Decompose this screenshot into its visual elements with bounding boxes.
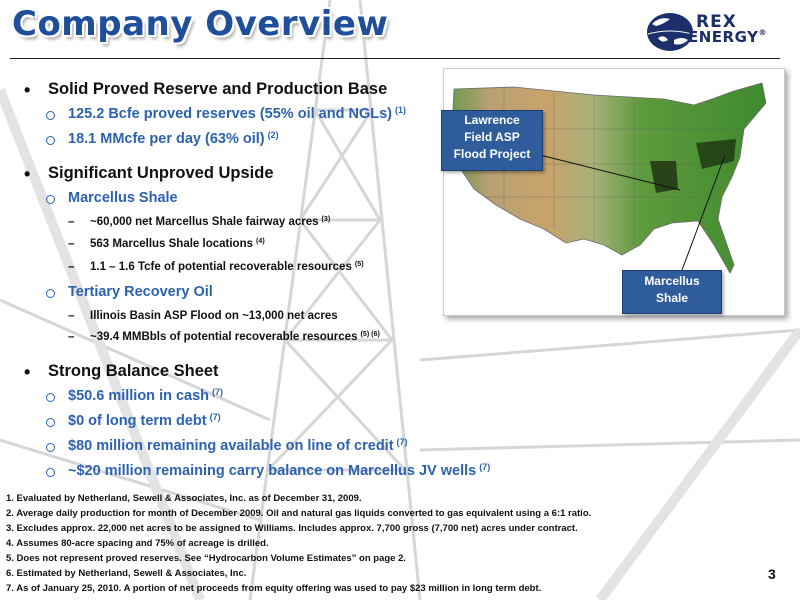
bullet-dot-icon: • <box>24 362 31 382</box>
hollow-circle-icon <box>46 289 55 298</box>
hollow-circle-icon <box>46 111 55 120</box>
bullet-text: 125.2 Bcfe proved reserves (55% oil and NGLs) $^{(1)}$ <box>68 105 406 122</box>
dash-icon: – <box>68 310 75 322</box>
rex-energy-logo <box>644 6 794 56</box>
us-relief-map-graphic <box>444 69 784 315</box>
footnote: 2. Average daily production for month of December 2009. Oil and natural gas liquids converted to gas equivalent using a 6:1 ratio. <box>6 508 592 519</box>
bullet-text: Marcellus Shale <box>68 190 178 206</box>
bullet-text: 563 Marcellus Shale locations $^{(4)}$ <box>90 237 265 250</box>
bullet-text: 18.1 MMcfe per day (63% oil) $^{(2)}$ <box>68 130 279 147</box>
dash-icon: – <box>68 216 75 228</box>
bullet-text: Strong Balance Sheet <box>48 362 219 380</box>
bullet-text: Solid Proved Reserve and Production Base <box>48 80 388 98</box>
page-title: Company Overview <box>12 4 389 44</box>
hollow-circle-icon <box>46 393 55 402</box>
dash-icon: – <box>68 331 75 343</box>
bullet-text: ~60,000 net Marcellus Shale fairway acres $^{(3)}$ <box>90 215 331 228</box>
bullet-text: ~39.4 MMBbls of potential recoverable resources $^{(5) (6)}$ <box>90 330 380 343</box>
footnote: 4. Assumes 80-acre spacing and 75% of acreage is drilled. <box>6 538 269 549</box>
hollow-circle-icon <box>46 443 55 452</box>
title-underline <box>10 58 780 59</box>
callout-line: Shale <box>655 291 688 305</box>
registered-mark: ® <box>758 28 767 37</box>
bullet-text: Tertiary Recovery Oil <box>68 284 213 300</box>
bullet-text: ~$20 million remaining carry balance on Marcellus JV wells $^{(7)}$ <box>68 462 491 479</box>
dash-icon: – <box>68 261 75 273</box>
callout-line: Field ASP <box>464 130 520 144</box>
hollow-circle-icon <box>46 418 55 427</box>
callout-lawrence-field <box>441 110 543 171</box>
footnote: 7. As of January 25, 2010. A portion of net proceeds from equity offering was used to pay $23 million in long term debt. <box>6 583 542 594</box>
bullet-text: $80 million remaining available on line of credit $^{(7)}$ <box>68 437 408 454</box>
callout-marcellus-shale <box>622 270 722 314</box>
hollow-circle-icon <box>46 195 55 204</box>
dash-icon: – <box>68 238 75 250</box>
logo-line-energy <box>688 28 767 46</box>
bullet-text: $50.6 million in cash $^{(7)}$ <box>68 387 224 404</box>
hollow-circle-icon <box>46 468 55 477</box>
callout-line: Flood Project <box>453 147 531 161</box>
logo-line-rex: REX <box>696 12 737 32</box>
bullet-text: Illinois Basin ASP Flood on ~13,000 net acres <box>90 310 338 322</box>
hollow-circle-icon <box>46 136 55 145</box>
logo-energy-word: ENERGY <box>688 28 759 46</box>
bullet-dot-icon: • <box>24 164 31 184</box>
us-map-image <box>443 68 785 316</box>
footnote: 6. Estimated by Netherland, Sewell & Associates, Inc. <box>6 568 247 579</box>
bullet-dot-icon: • <box>24 80 31 100</box>
bullet-text: $0 of long term debt $^{(7)}$ <box>68 412 221 429</box>
footnote: 1. Evaluated by Netherland, Sewell & Associates, Inc. as of December 31, 2009. <box>6 493 362 504</box>
bullet-text: 1.1 – 1.6 Tcfe of potential recoverable resources $^{(5)}$ <box>90 260 364 273</box>
footnote: 3. Excludes approx. 22,000 net acres to be assigned to Williams. Includes approx. 7,700 gross (7,700 net) acres under contract. <box>6 523 578 534</box>
page-number: 3 <box>768 566 776 582</box>
callout-line: Lawrence <box>464 113 520 127</box>
bullet-text: Significant Unproved Upside <box>48 164 274 182</box>
footnote: 5. Does not represent proved reserves. See “Hydrocarbon Volume Estimates” on page 2. <box>6 553 407 564</box>
callout-line: Marcellus <box>644 274 700 288</box>
